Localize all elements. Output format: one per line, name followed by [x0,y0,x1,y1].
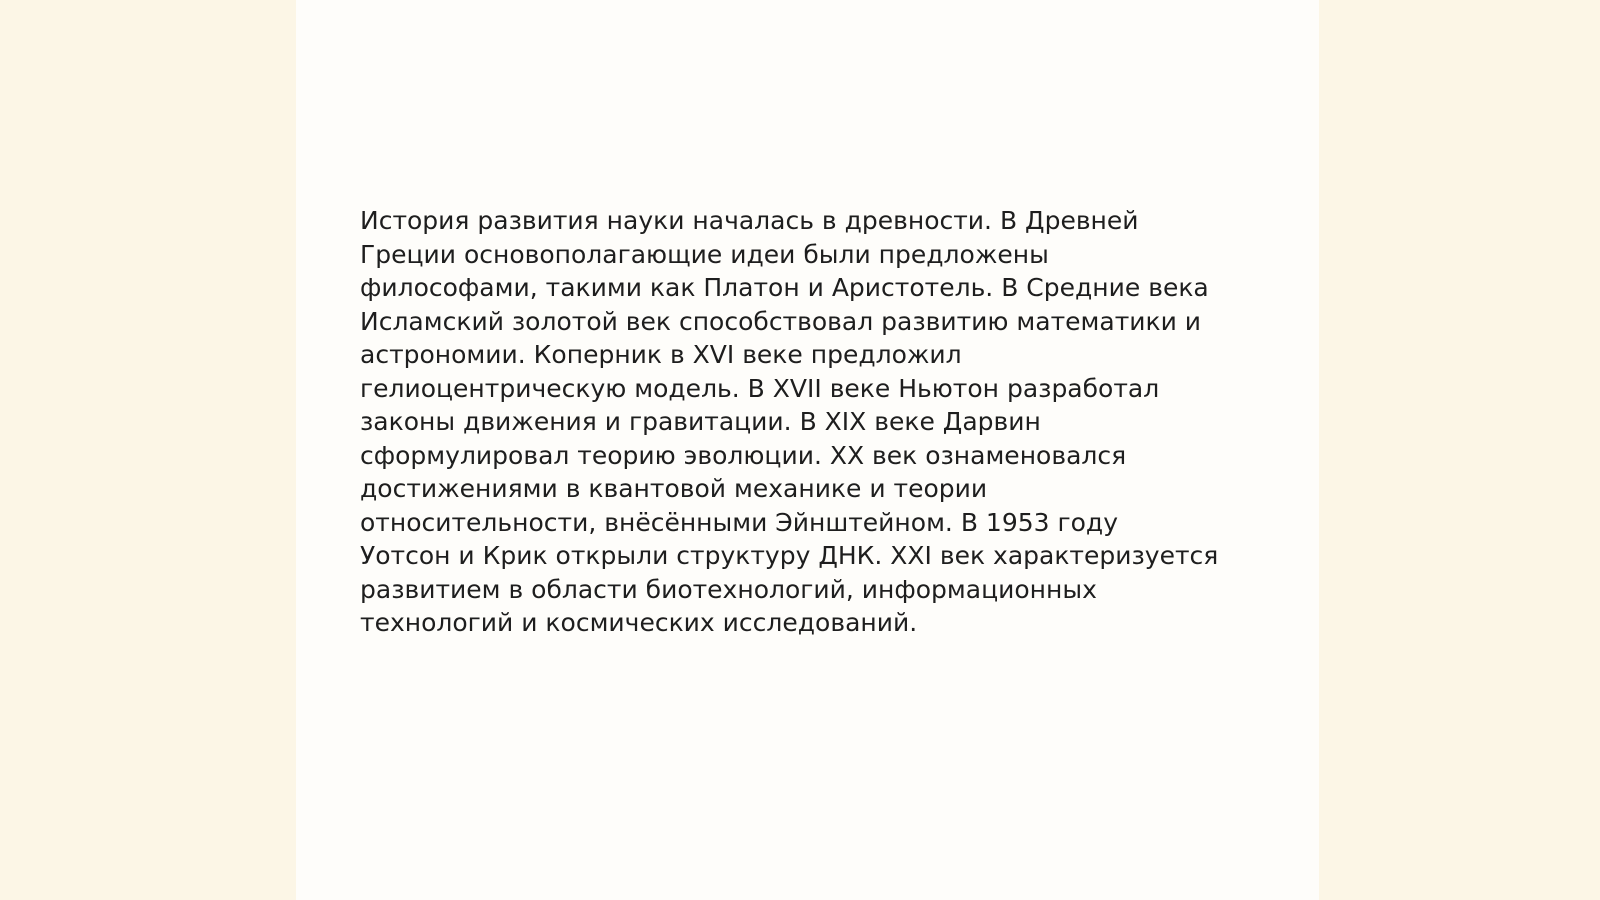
paragraph-line-6: гелиоцентрическую модель. В XVII веке Ньютон разработал [360,373,1160,403]
paragraph-line-13: технологий и космических исследований. [360,608,918,637]
body-paragraph [360,204,1240,640]
paragraph-line-5: астрономии. Коперник в XVI веке предложил [360,340,962,369]
document-page [296,0,1319,900]
paragraph-line-9: достижениями в квантовой механике и теории [360,474,988,503]
paragraph-line-2: Греции основополагающие идеи были предложены [360,239,1049,269]
paragraph-line-4: Исламский золотой век способствовал развитию математики и [360,306,1202,336]
paragraph-line-8: сформулировал теорию эволюции. XX век ознаменовался [360,440,1127,470]
paragraph-line-1: История развития науки началась в древности. В Древней [360,206,1139,235]
paragraph-line-11: Уотсон и Крик открыли структуру ДНК. XXI век характеризуется [360,541,1219,570]
paragraph-line-7: законы движения и гравитации. В XIX веке Дарвин [360,407,1041,436]
paragraph-line-10: относительности, внёсёнными Эйнштейном. В 1953 году [360,507,1118,537]
paragraph-line-3: философами, такими как Платон и Аристотель. В Средние века [360,273,1209,302]
paragraph-line-12: развитием в области биотехнологий, информационных [360,574,1097,604]
